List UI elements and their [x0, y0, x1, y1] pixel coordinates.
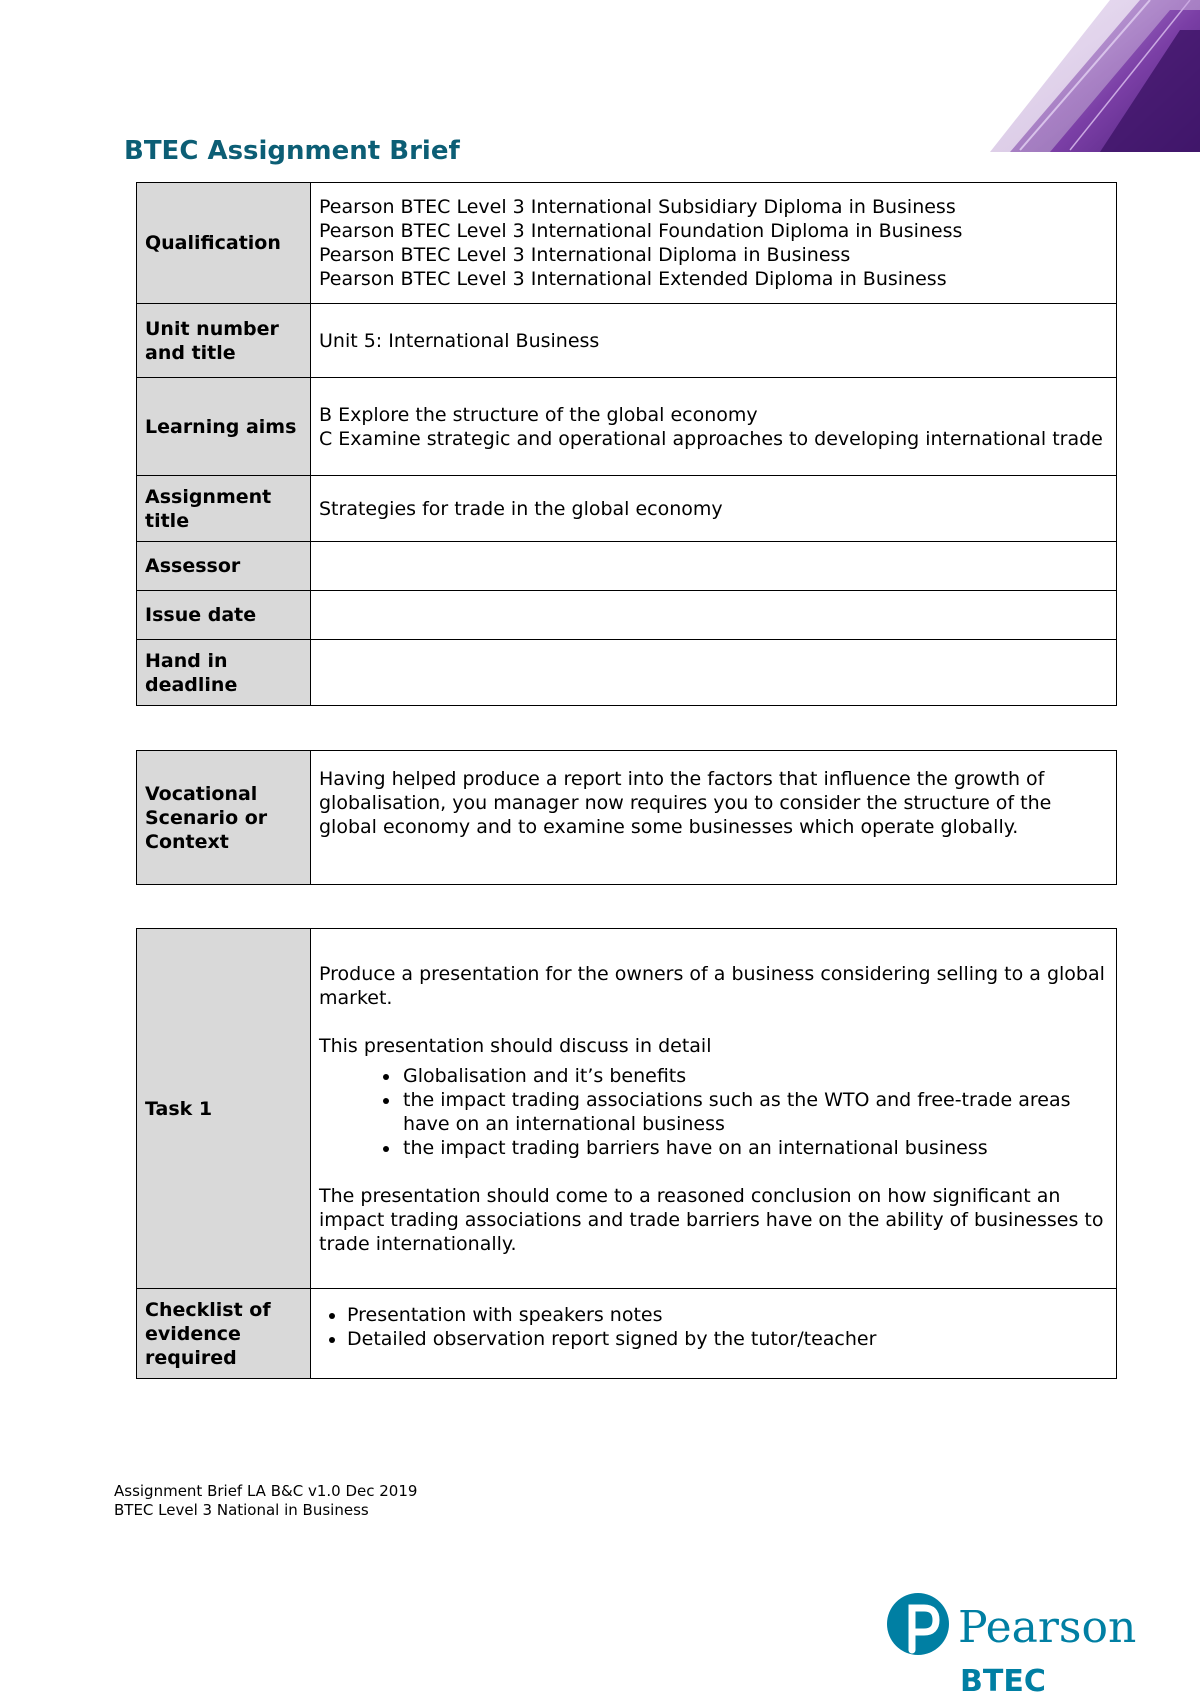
learning-aims-label: Learning aims — [137, 378, 311, 476]
scenario-table — [136, 750, 1117, 885]
checklist-label: Checklist of evidence required — [137, 1289, 311, 1379]
pearson-btec-logo — [886, 1588, 1137, 1696]
page-title: BTEC Assignment Brief — [124, 136, 460, 166]
task-conclusion: The presentation should come to a reasoned conclusion on how significant an impact trading associations and trade barriers have on the ability of businesses to trade internationally. — [319, 1184, 1104, 1255]
learning-aims-row — [137, 378, 1117, 476]
logo-brand-text: Pearson — [958, 1602, 1137, 1653]
scenario-label: Vocational Scenario or Context — [137, 751, 311, 885]
assignment-title-row — [137, 476, 1117, 542]
qualification-line: Pearson BTEC Level 3 International Subsidiary Diploma in Business — [319, 196, 956, 218]
checklist-row — [137, 1289, 1117, 1379]
footer-course: BTEC Level 3 National in Business — [114, 1501, 369, 1519]
checklist-list — [319, 1303, 1108, 1351]
deadline-row — [137, 640, 1117, 706]
corner-artwork — [990, 0, 1200, 152]
checklist-content — [311, 1289, 1117, 1379]
scenario-row — [137, 751, 1117, 885]
footer — [114, 1482, 417, 1520]
issue-date-label: Issue date — [137, 591, 311, 640]
issue-date-value[interactable] — [311, 591, 1117, 640]
assignment-details-table — [136, 182, 1117, 706]
task-row — [137, 929, 1117, 1289]
unit-value: Unit 5: International Business — [311, 304, 1117, 378]
list-item: • Globalisation and it’s benefits — [401, 1064, 1108, 1088]
task-table — [136, 928, 1117, 1379]
deadline-value[interactable] — [311, 640, 1117, 706]
list-item: • the impact trading barriers have on an international business — [401, 1136, 1108, 1160]
task-content — [311, 929, 1117, 1289]
assessor-row — [137, 542, 1117, 591]
footer-version: Assignment Brief LA B&C v1.0 Dec 2019 — [114, 1482, 418, 1500]
qualification-line: Pearson BTEC Level 3 International Extended Diploma in Business — [319, 268, 947, 290]
scenario-text: Having helped produce a report into the factors that influence the growth of globalisation, you manager now requires you to consider the structure of the global economy and to examine some businesses which operate globally. — [311, 751, 1117, 885]
unit-row — [137, 304, 1117, 378]
list-item: • Presentation with speakers notes — [347, 1303, 1108, 1327]
unit-label: Unit number and title — [137, 304, 311, 378]
learning-aim: B Explore the structure of the global economy — [319, 403, 758, 426]
deadline-label: Hand in deadline — [137, 640, 311, 706]
qualification-label: Qualification — [137, 183, 311, 304]
task-label: Task 1 — [137, 929, 311, 1289]
qualification-value — [311, 183, 1117, 304]
qualification-line: Pearson BTEC Level 3 International Diploma in Business — [319, 244, 851, 266]
qualification-line: Pearson BTEC Level 3 International Foundation Diploma in Business — [319, 220, 963, 242]
learning-aim: C Examine strategic and operational approaches to developing international trade — [319, 427, 1103, 450]
task-lead: This presentation should discuss in detail — [319, 1034, 712, 1057]
assignment-title-label: Assignment title — [137, 476, 311, 542]
task-intro: Produce a presentation for the owners of a business considering selling to a global market. — [319, 962, 1105, 1009]
assignment-title-value: Strategies for trade in the global economy — [311, 476, 1117, 542]
issue-date-row — [137, 591, 1117, 640]
list-item: • the impact trading associations such as the WTO and free-trade areas have on an international business — [401, 1088, 1108, 1136]
learning-aims-value — [311, 378, 1117, 476]
list-item: • Detailed observation report signed by the tutor/teacher — [347, 1327, 1108, 1351]
task-bullet-list — [319, 1064, 1108, 1160]
qualification-row — [137, 183, 1117, 304]
logo-sub-text: BTEC — [960, 1664, 1046, 1696]
assessor-label: Assessor — [137, 542, 311, 591]
assessor-value[interactable] — [311, 542, 1117, 591]
